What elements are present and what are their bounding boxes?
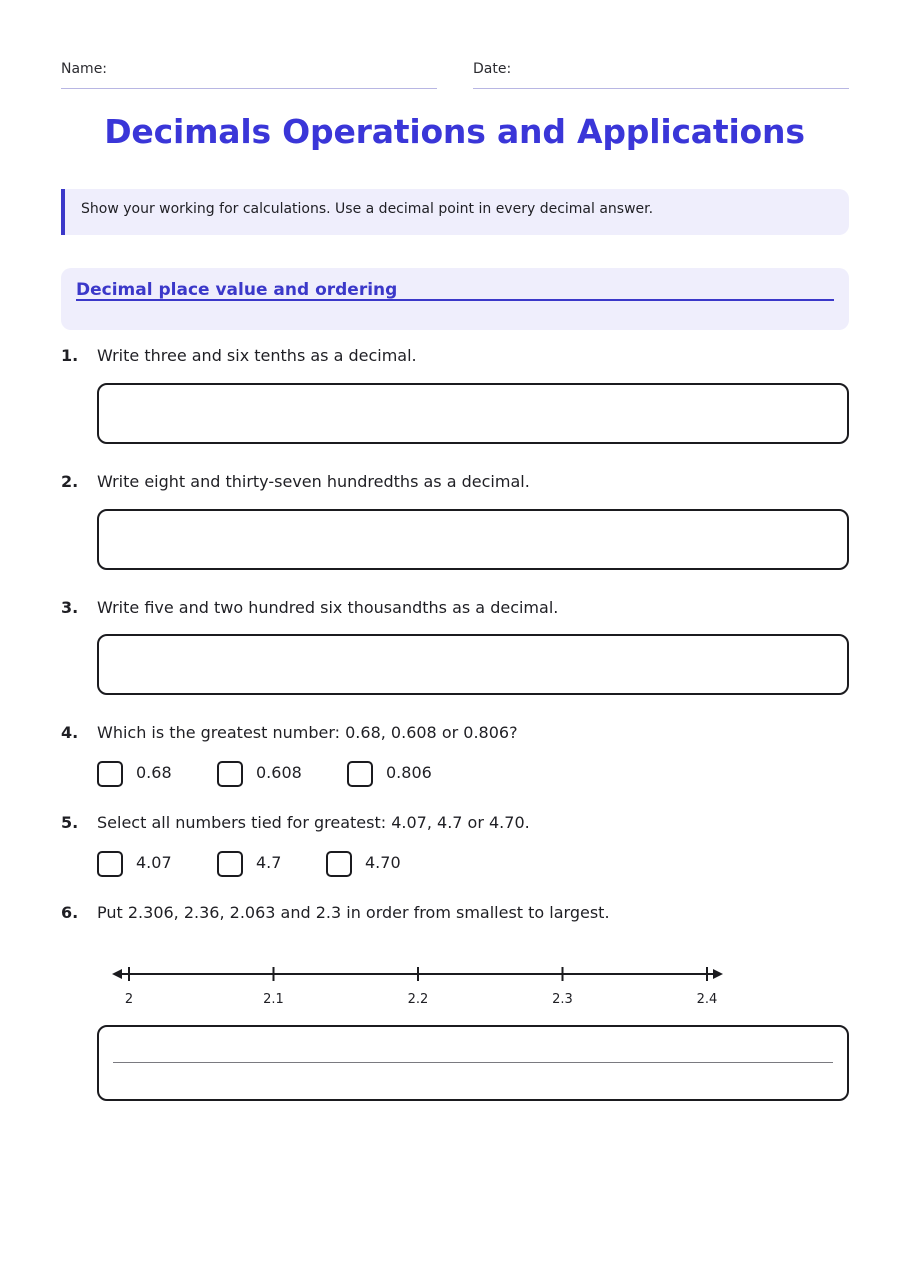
date-field[interactable] — [473, 60, 849, 89]
section-title: Decimal place value and ordering — [76, 268, 834, 301]
question-3-number: 3. — [61, 598, 79, 617]
question-6-number: 6. — [61, 903, 79, 922]
option-label: 4.70 — [365, 852, 401, 872]
question-5-number: 5. — [61, 813, 79, 832]
question-1-number: 1. — [61, 346, 79, 365]
number-line-tick-label: 2 — [124, 992, 134, 1007]
right-arrow-icon — [713, 969, 723, 979]
question-5-text: Select all numbers tied for greatest: 4.07, 4.7 or 4.70. — [97, 813, 530, 832]
instructions-banner: Show your working for calculations. Use a decimal point in every decimal answer. — [61, 189, 849, 235]
question-4-text: Which is the greatest number: 0.68, 0.608 or 0.806? — [97, 723, 518, 742]
question-4-option-2[interactable] — [217, 761, 302, 787]
option-label: 4.07 — [136, 852, 172, 872]
question-5-option-2[interactable] — [217, 851, 281, 877]
number-line-tick-label: 2.2 — [407, 992, 429, 1007]
question-3-answer-box[interactable] — [97, 634, 849, 695]
question-6-text: Put 2.306, 2.36, 2.063 and 2.3 in order from smallest to largest. — [97, 903, 610, 922]
option-label: 0.608 — [256, 762, 302, 782]
question-3-text: Write five and two hundred six thousandths as a decimal. — [97, 598, 559, 617]
question-1-answer-box[interactable] — [97, 383, 849, 444]
number-line — [110, 960, 730, 1016]
question-5-option-3[interactable] — [326, 851, 401, 877]
name-label: Name: — [61, 61, 108, 77]
checkbox[interactable] — [97, 761, 123, 787]
checkbox[interactable] — [347, 761, 373, 787]
question-6-answer-box[interactable] — [97, 1025, 849, 1101]
question-5-option-1[interactable] — [97, 851, 172, 877]
checkbox[interactable] — [97, 851, 123, 877]
question-4-option-3[interactable] — [347, 761, 432, 787]
page-title: Decimals Operations and Applications — [104, 112, 805, 151]
question-2-text: Write eight and thirty-seven hundredths as a decimal. — [97, 472, 530, 491]
option-label: 4.7 — [256, 852, 282, 872]
question-4-option-1[interactable] — [97, 761, 172, 787]
checkbox[interactable] — [217, 851, 243, 877]
question-2-number: 2. — [61, 472, 79, 491]
checkbox[interactable] — [217, 761, 243, 787]
date-label: Date: — [473, 61, 512, 77]
checkbox[interactable] — [326, 851, 352, 877]
option-label: 0.806 — [386, 762, 432, 782]
number-line-tick-label: 2.4 — [696, 992, 718, 1007]
writing-line — [113, 1062, 833, 1063]
left-arrow-icon — [112, 969, 122, 979]
question-2-answer-box[interactable] — [97, 509, 849, 570]
question-1-text: Write three and six tenths as a decimal. — [97, 346, 417, 365]
option-label: 0.68 — [136, 762, 172, 782]
section-header — [61, 268, 849, 330]
name-field[interactable] — [61, 60, 437, 89]
number-line-tick-label: 2.3 — [552, 992, 573, 1007]
question-4-number: 4. — [61, 723, 79, 742]
number-line-tick-label: 2.1 — [263, 992, 284, 1007]
